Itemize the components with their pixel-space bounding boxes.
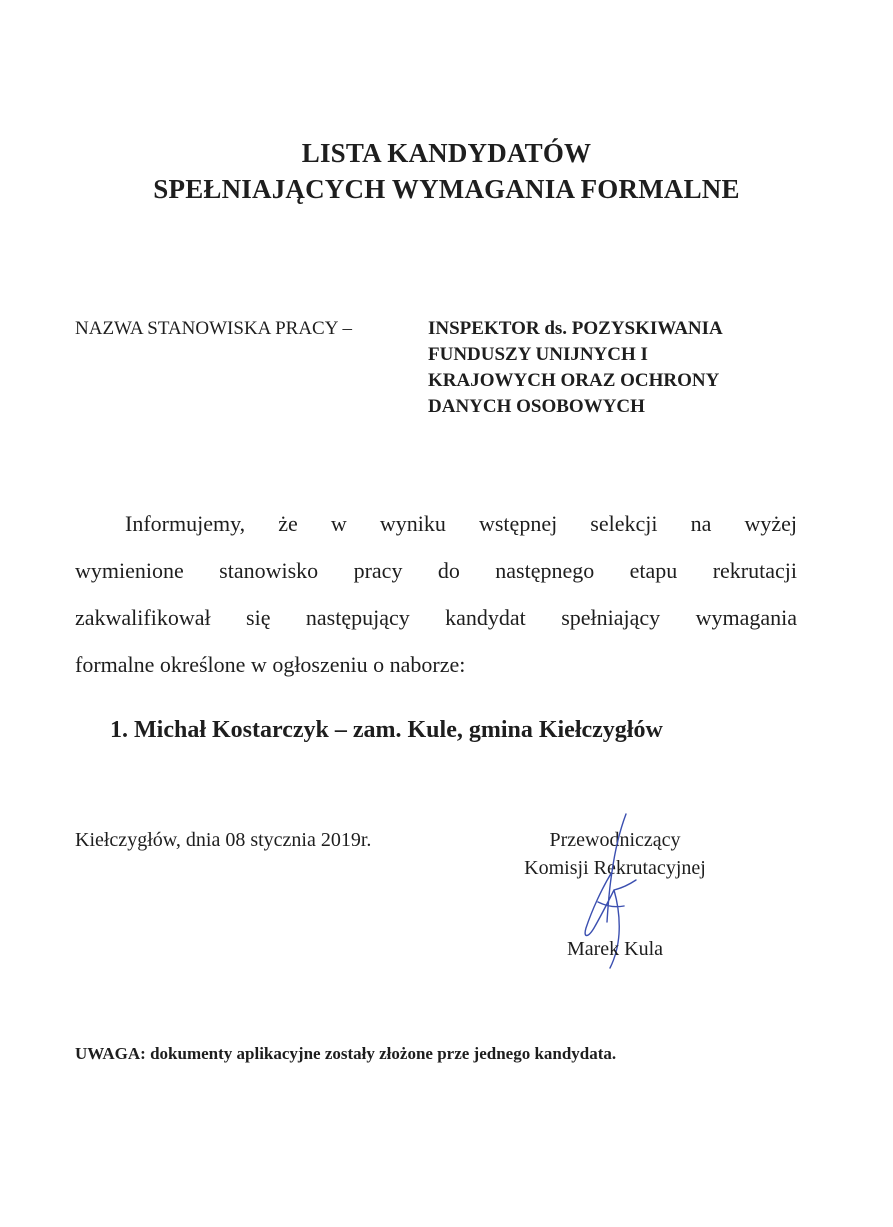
body-line: formalne określone w ogłoszeniu o naborze: [75,652,466,677]
position-name [428,316,808,420]
signatory-name: Marek Kula [566,938,664,960]
body-line: zakwalifikował się następujący kandydat spełniający wymagania [75,605,797,630]
date-place: Kiełczygłów, dnia 08 stycznia 2019r. [75,829,372,851]
note: UWAGA: dokumenty aplikacyjne zostały złożone prze jednego kandydata. [75,1044,617,1063]
position-name-line: FUNDUSZY UNIJNYCH I [428,344,648,365]
position-name-line: INSPEKTOR ds. POZYSKIWANIA [428,318,723,339]
position-label: NAZWA STANOWISKA PRACY – [75,318,352,339]
candidate-entry: 1. Michał Kostarczyk – zam. Kule, gmina Kiełczygłów [110,717,663,743]
body-line: wymienione stanowisko pracy do następnego etapu rekrutacji [75,558,797,583]
body-line: Informujemy, że w wyniku wstępnej selekcji na wyżej [125,511,797,536]
signatory-role-line-1: Przewodniczący [549,829,681,851]
document-title-line-2: SPEŁNIAJĄCYCH WYMAGANIA FORMALNE [153,174,740,204]
document-title-line-1: LISTA KANDYDATÓW [301,138,592,168]
signatory-role-line-2: Komisji Rekrutacyjnej [524,857,706,879]
body-paragraph [75,500,797,688]
position-name-line: DANYCH OSOBOWYCH [428,396,645,417]
position-name-line: KRAJOWYCH ORAZ OCHRONY [428,370,720,391]
